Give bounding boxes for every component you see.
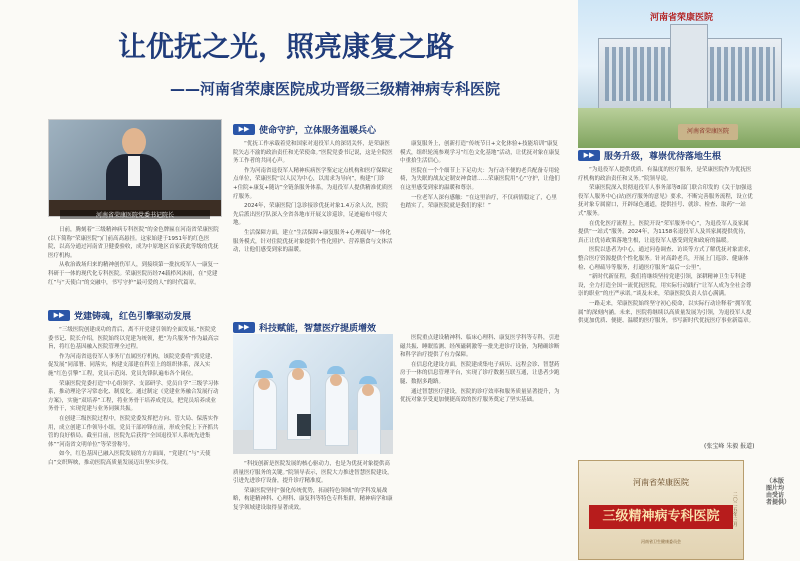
col3a-para: 康复服务上，创新打造“传统节日+文化体验+技能培训”康复模式，组织轮流参观学习“红色文化基地”活动，让优抚对象在康复中重拾生活信心。 bbox=[400, 141, 560, 165]
stone-label: 河南省荣康医院 bbox=[678, 124, 738, 140]
col1-intro-para: 日前，腾刻着“三级精神病专科医院”的金色牌匾在河南省荣康医院(以下简称“荣康医院”)门前高高悬挂。这家始建于1951年的红色医院，以高分通过河南省卫健委验收，成为中原地区首家获此等级的优抚医疗机构。 bbox=[48, 227, 219, 259]
col1-intro bbox=[48, 226, 220, 306]
col1-para: 作为河南省退役军人事务厅直属医疗机构，该院党委将“抓党建、促发展”同部署、同落实，构建支部建在科室上的组织体系，深入实施“红色引擎”工程，党员示范岗、党员先锋队遍布各个岗位。 bbox=[48, 353, 216, 377]
col2a-body bbox=[233, 140, 393, 320]
col2b-para: 荣康医院坚持“强化传统优势，拓展特色领域”的学科发展战略，构建精神科、心理科、康复科等特色专科集群，精神病学和康复学领域建设取得显著成效。 bbox=[233, 487, 393, 511]
section-heading-text: 使命守护，立体服务温暖兵心 bbox=[259, 125, 377, 136]
col2a-para: “优抚工作承载着党和国家对退役军人的深切关怀，是荣康医院矢志不渝的政治责任和光荣使命。”医院党委书记说，这是全院医务工作者的共同心声。 bbox=[233, 141, 393, 165]
col1-para: 荣康医院党委打造“中心组领学、支部研学、党员自学”三级学习体系，推动理论学习常态化、制度化。通过制定《党建业务融合发展行动方案》，实施“双培养”工程，将业务骨干培养成党员，把党员培养成业务骨干，实现党建与业务同频共振。 bbox=[48, 380, 219, 413]
col4-para: 荣康医院深入贯彻退役军人事务部等8部门联合印发的《关于加强退役军人服务中心(站)医疗服务的意见》要求，不断完善服务流程，设立优抚对象专属窗口，开辟绿色通道，提供挂号、就诊、检查、取药“一站式”服务。 bbox=[578, 185, 753, 217]
photo-credit-note: （本版图片均由受访者提供） bbox=[766, 478, 791, 506]
section-heading-text: 服务升级，尊崇优待落地生根 bbox=[604, 151, 722, 162]
col2a-para: 作为河南省退役军人精神疾病医学鉴定定点机构和医疗保障定点单位，荣康医院“以人民为中心，以需求为导向”，构建“门诊+住院+康复+随访”全链条服务体系，为退役军人提供精准优质医疗服务。 bbox=[233, 167, 393, 200]
section-heading-text: 党建铸魂，红色引擎驱动发展 bbox=[74, 311, 192, 322]
tower-shape bbox=[670, 24, 708, 110]
double-arrow-icon: ▶▶ bbox=[48, 310, 70, 321]
col4-para: 一路走来，荣康医院始终坚守初心使命，以实际行动诠释着“拥军优属”的深刻内涵。未来，医院将继续以高质量发展为引领，为退役军人提供更加优质、便捷、温暖的医疗服务，书写新时代优抚医疗事业新篇章。 bbox=[578, 300, 754, 325]
plaque-banner: 三级精神病专科医院 bbox=[589, 505, 733, 529]
col3b-para: 在信息化建设方面，医院建成集电子病历、远程会诊、智慧药房于一体的信息管理平台，实现了诊疗数据互联互通，让患者少跑腿、数据多跑路。 bbox=[400, 361, 560, 385]
col1-body bbox=[48, 326, 220, 554]
col4-para: “新时代新征程，我们将继续坚持党建引领，深耕精神卫生专科建设，全力打造全国一流优抚医院，用实际行动践行“让军人成为全社会尊崇的职业”的庄严承诺。”谈及未来，荣康医院负责人信心满满。 bbox=[578, 274, 752, 298]
award-plaque-photo bbox=[578, 460, 744, 560]
col1-intro-para: 从收治战场归来的精神创伤军人，到接续第一批抗疫军人一康复一科研于一体的现代化专科医院。荣康医院历经74载栉风沐雨，在“党建红”与“天使白”的交融中，书写守护“最可爱的人”的时代篇章。 bbox=[48, 262, 219, 286]
section-heading-right bbox=[578, 148, 721, 162]
col2b-body bbox=[233, 460, 393, 556]
col3a-body bbox=[400, 140, 560, 320]
section-heading-left bbox=[48, 308, 191, 322]
section-heading-mid-bottom bbox=[233, 320, 376, 334]
portrait-caption: 河南省荣康医院党委书记院长 bbox=[60, 210, 210, 219]
col4-para: 在优化医疗流程上，医院开设“荣军服务中心”，为退役军人及家属提供“一站式”服务。2024年，为1158名退役军人及其家属提供优待，真正让优待政策落地生根，让退役军人感受到党和政府的温暖。 bbox=[578, 220, 750, 244]
medical-staff-photo bbox=[233, 334, 393, 454]
subheadline: ——河南省荣康医院成功晋级三级精神病专科医院 bbox=[170, 80, 501, 98]
director-portrait-photo bbox=[48, 119, 222, 217]
section-heading-text: 科技赋能，智慧医疗提质增效 bbox=[259, 323, 377, 334]
microscope-shape bbox=[297, 414, 311, 436]
col1-para: 如今，红色基因已融入医院发展的方方面面，“党建红”与“天使白”交织辉映，推动医院高质量发展迈出坚实步伐。 bbox=[48, 451, 211, 466]
col3b-para: 医院重点建设精神科、临床心理科、康复医学科等专科，引进磁共振、睡眠监测、经颅磁刺激等一批先进诊疗设备，为精确诊断和科学治疗提供了有力保障。 bbox=[400, 335, 560, 359]
double-arrow-icon: ▶▶ bbox=[233, 322, 255, 333]
col4-para: 医院以患者为中心，通过问卷调查、访谈等方式了解优抚对象需求，整合医疗资源提供个性化服务。针对高龄老兵，开展上门巡诊、健康体检、心理疏导等服务，打通医疗服务“最后一公里”。 bbox=[578, 247, 754, 271]
col3b-body bbox=[400, 334, 560, 556]
col2a-para: 生活保障方面，建立“生活保障+康复服务+心理疏导”一体化服务模式，针对住院优抚对象提供个性化照护、营养膳食与文体活动，让他们感受到家的温暖。 bbox=[233, 229, 393, 254]
col3a-para: 一位老军人深有感触：“在这里治疗，不仅病情稳定了，心里也踏实了，荣康医院就是我们的家！” bbox=[400, 194, 557, 210]
section-heading-mid-top bbox=[233, 122, 376, 136]
col1-para: 在创建三级医院过程中，医院党委发挥把方向、管大局、保落实作用，成立创建工作领导小组，党员干部冲锋在前，形成全院上下齐抓共管的良好格局。截至目前，医院先后获得“全国退役军人系统先进集体”“河南省文明单位”等荣誉称号。 bbox=[48, 415, 219, 448]
col2a-para: 2024年，荣康医院门急诊接诊优抚对象1.4万余人次，医院先后派出医疗队深入全省各地市开展义诊巡诊，足迹遍布中原大地。 bbox=[233, 203, 388, 227]
col3a-para: 医院在一个个细节上下足功夫：为行动不便的老兵配备专用轮椅，为失眠的战友定制安神食谱……荣康医院用“心”守护，让他们在这里感受到家的温暖和尊崇。 bbox=[400, 167, 560, 191]
plaque-hospital-name: 河南省荣康医院 bbox=[633, 478, 689, 487]
plaque-issuer: 河南省卫生健康委员会 bbox=[641, 539, 681, 544]
col4-body bbox=[578, 166, 754, 438]
col1-para: “三级医院创建成功的背后，离不开党建引领的全面发展。”医院党委书记、院长介绍，医院始终以党建为统领，把“为兵服务”作为最高宗旨，将红色基因融入医院管理全过程。 bbox=[48, 327, 219, 351]
double-arrow-icon: ▶▶ bbox=[233, 124, 255, 135]
reporter-byline: (张宝峰 朱毅 报道) bbox=[704, 443, 755, 450]
double-arrow-icon: ▶▶ bbox=[578, 150, 600, 161]
plaque-date: 二〇二五年三月 bbox=[733, 493, 738, 528]
hospital-building-photo bbox=[578, 0, 800, 148]
building-sign: 河南省荣康医院 bbox=[650, 13, 714, 23]
headline: 让优抚之光，照亮康复之路 bbox=[118, 30, 455, 63]
col3b-para: 通过智慧医疗建设，医院的诊疗效率和服务质量显著提升，为优抚对象享受更加便捷高效的医疗服务奠定了坚实基础。 bbox=[400, 388, 560, 404]
col2b-para: “科技创新是医院发展的核心驱动力，也是为优抚对象提供高质量医疗服务的关键。”院领导表示，医院大力推进智慧医院建设，引进先进诊疗设备，提升诊疗精准度。 bbox=[233, 461, 393, 485]
col4-para: “为退役军人提供优质、有温度的医疗服务，是荣康医院作为优抚医疗机构的政治责任和义务。”院领导说。 bbox=[578, 167, 752, 182]
